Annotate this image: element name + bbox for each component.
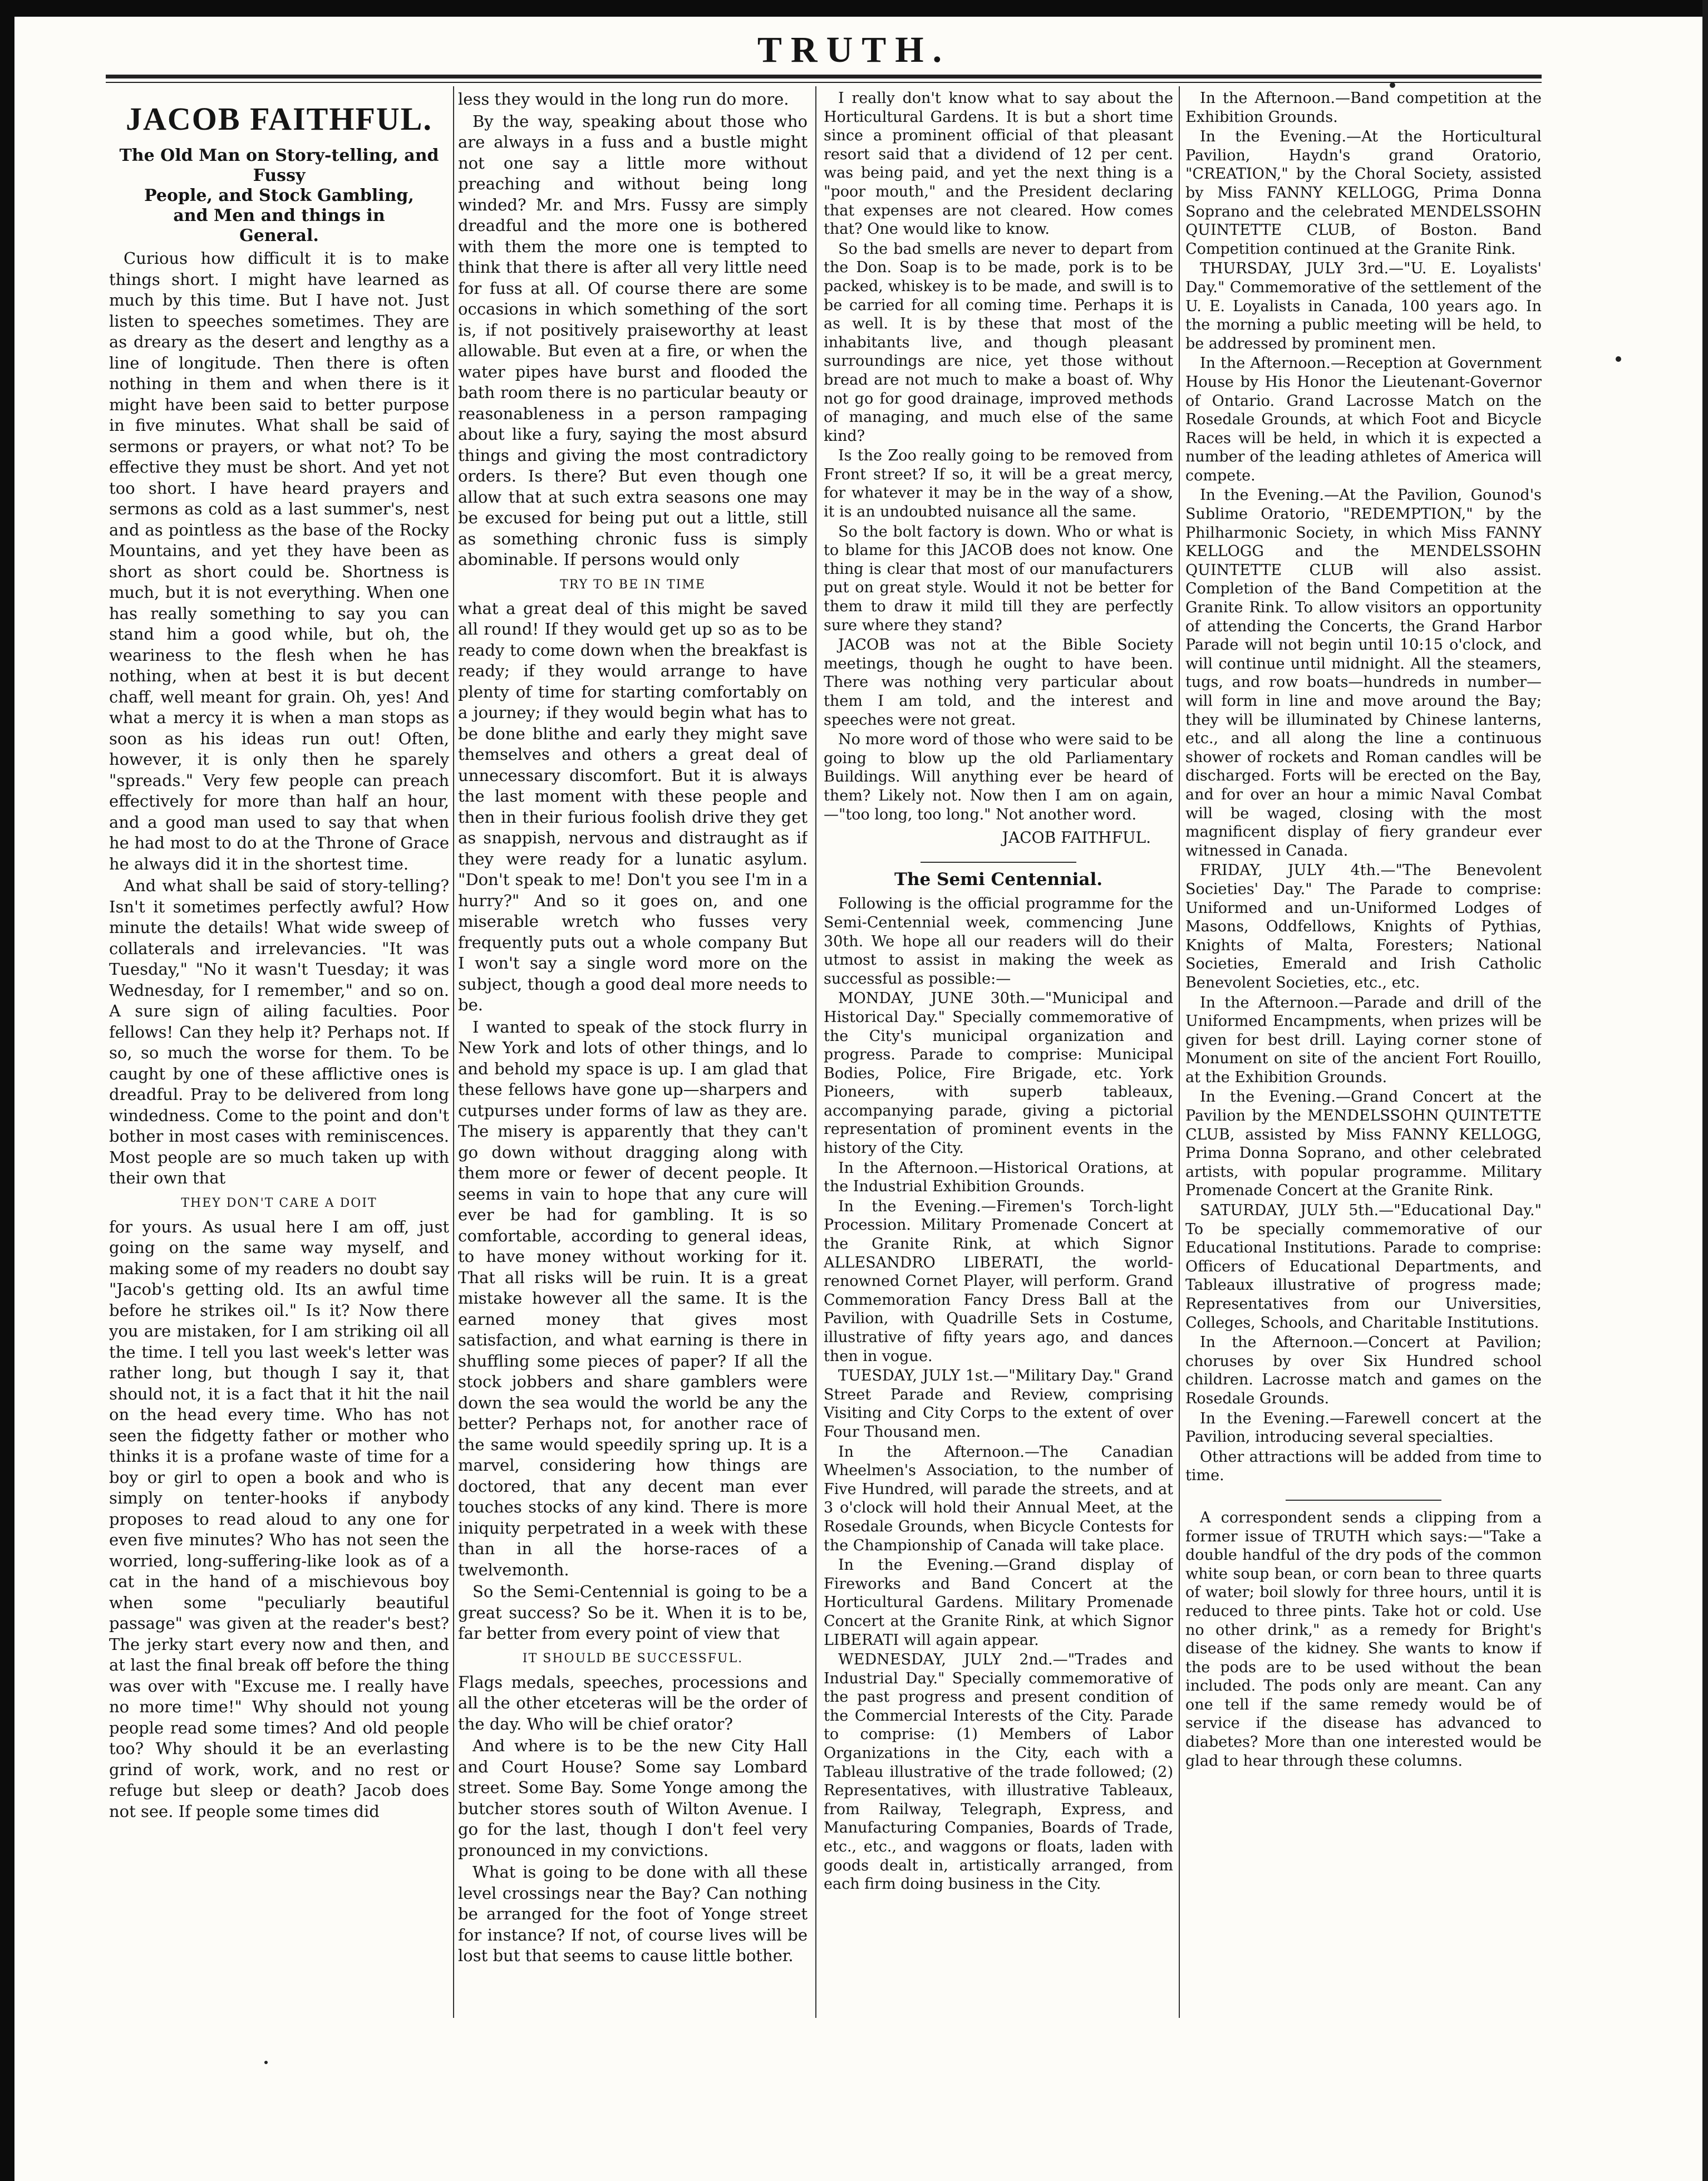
paragraph: In the Evening.—At the Horticultural Pavilion, Haydn's grand Oratorio, "CREATION," by the Choral Society, assisted by Miss FANNY KELLOGG, Prima Donna Soprano and the celebrated MENDELSSOHN QUINTETTE CLUB, of Boston. Band Competition continued at the Granite Rink. — [1185, 128, 1542, 258]
paragraph: Other attractions will be added from time to time. — [1185, 1448, 1542, 1485]
paragraph: In the Afternoon.—Band competition at the Exhibition Grounds. — [1185, 90, 1542, 126]
paragraph: In the Afternoon.—Parade and drill of the Uniformed Encampments, when prizes will be given for best drill. Laying corner stone of Monument on site of the ancient Fort Rouillo, at the Exhibition Grounds. — [1185, 994, 1542, 1086]
column-4 — [1185, 89, 1542, 1837]
paragraph: less they would in the long run do more. — [458, 90, 789, 109]
signature: JACOB FAITHFUL. — [1002, 828, 1151, 847]
paragraph: So the bad smells are never to depart from the Don. Soap is to be made, pork is to be packed, whiskey is to be made, and swill is to be carried for all coming time. Perhaps it is as well. It is by these that most of the inhabitants live, and though pleasant surroundings are nice, yet those without bread are not much to make a boast of. Why not go for good drainage, improved methods of managing, and much else of the same kind? — [824, 240, 1173, 445]
paragraph: I really don't know what to say about the Horticultural Gardens. It is but a short time since a prominent official of that pleasant resort said that a dividend of 12 per cent. was being paid, and yet the next thing is a "poor mouth," and the President declaring that expenses are not cleared. How comes that? One would like to know. — [824, 90, 1173, 238]
article-title: The Semi Centennial. — [894, 869, 1103, 890]
paragraph: for yours. As usual here I am off, just going on the same way myself, and making some of my readers no doubt say "Jacob's getting old. Its an awful time before he strikes oil." Is it? Now there you are mistaken, for I am striking oil all the time. I tell you last week's letter was rather long, but though I say it, that should not, it is a fact that it hit the nail on the head every time. Who has not seen the fidgetty father or mother who thinks it is a profane waste of time for a boy or girl to open a book and who is simply on tenter-hooks if anybody proposes to read aloud to any one for even five minutes? Who has not seen the worried, long-suffering-like look as of a cat in the hand of a mischievous boy when some "peculiarly beautiful passage" was given at the reader's best? The jerky start every now and then, and at last the final break off before the thing was over with "Excuse me. I really have no more time!" Why should not young people read some times? And old people too? Why should it be an everlasting grind of work, work, and no rest or refuge but sleep or death? Jacob does not see. If people some times did — [109, 1217, 449, 1821]
article-headline: JACOB FAITHFUL. — [126, 101, 432, 137]
subhead-line: People, and Stock Gambling, — [144, 186, 414, 205]
paragraph: In the Evening.—Firemen's Torch-light Procession. Military Promenade Concert at the Granite Rink, at which Signor ALLESANDRO LIBERATI, the world-renowned Cornet Player, will perform. Grand Commemoration Fancy Dress Ball at the Pavilion, with Quadrille Sets in Costume, illustrative of fifty years ago, and dances then in vogue. — [824, 1197, 1173, 1365]
column-rule — [453, 86, 454, 2018]
paragraph: And what shall be said of story-telling? Isn't it sometimes perfectly awful? How minute the details! What wide sweep of collaterals and irrelevancies. "It was Tuesday," "No it wasn't Tuesday; it was Wednesday, for I remember," and so on. A sure sign of ailing faculties. Poor fellows! Can they help it? Perhaps not. If so, so much the worse for them. To be caught by one of these afflictive ones is dreadful. Pray to be delivered from long windedness. Come to the point and don't bother in most cases with reminiscences. Most people are so much taken up with their own that — [109, 876, 449, 1187]
paragraph: No more word of those who were said to be going to blow up the old Parliamentary Buildings. Will anything ever be heard of them? Likely not. Now then I am on again,—"too long, too long." Not another word. — [824, 731, 1173, 823]
paragraph: JACOB was not at the Bible Society meetings, though he ought to have been. There was nothing very particular about them I am told, and the interest and speeches were not great. — [824, 636, 1173, 729]
paragraph: In the Afternoon.—Concert at Pavilion; choruses by over Six Hundred school children. Lacrosse match and games on the Rosedale Grounds. — [1185, 1334, 1542, 1407]
paragraph: TUESDAY, JULY 1st.—"Military Day." Grand Street Parade and Review, comprising Visiting and City Corps to the extent of over Four Thousand men. — [824, 1367, 1173, 1441]
paragraph: Curious how difficult it is to make things short. I might have learned as much by this time. But I have not. Just listen to speeches sometimes. They are as dreary as the desert and lengthy as a line of longitude. Then there is often nothing in them and when there is it might have been said to better purpose in five minutes. What shall be said of sermons or prayers, or what not? To be effective they must be short. And yet not too short. I have heard prayers and sermons as cold as a last summer's, nest and as pointless as the base of the Rocky Mountains, and yet they have been as short as short could be. Shortness is much, but it is not everything. When one has really something to say you can stand him a good while, but oh, the weariness to the flesh when he has nothing, when at best it is but decent chaff, well meant for grain. Oh, yes! And what a mercy it is when a man stops as soon as his ideas run out! Often, however, it is only then he sparely "spreads." Very few people can preach effectively for more than half an hour, and a good man used to say that when he had most to do at the Throne of Grace he always did it in the shortest time. — [109, 249, 449, 873]
paragraph: In the Evening.—Grand Concert at the Pavilion by the MENDELSSOHN QUINTETTE CLUB, assisted by Miss FANNY KELLOGG, Prima Donna Soprano, and other celebrated artists, with popular programme. Military Promenade Concert at the Granite Rink. — [1185, 1088, 1542, 1200]
article-divider — [1286, 1500, 1441, 1501]
paragraph: In the Evening.—At the Pavilion, Gounod's Sublime Oratorio, "REDEMPTION," by the Philharmonic Society, in which Miss FANNY KELLOGG and the MENDELSSOHN QUINTETTE CLUB will also assist. Completion of the Band Competition at the Granite Rink. To allow visitors an opportunity of attending the Concerts, the Grand Harbor Parade will not begin until 10:15 o'clock, and will continue until midnight. All the steamers, tugs, and row boats—hundreds in number—will form in line and move around the Bay; they will be illuminated by Chinese lanterns, etc., and all along the line a continuous shower of rockets and Roman candles will be discharged. Forts will be erected on the Bay, and for over an hour a mimic Naval Combat will be waged, closing with the most magnificent display of fiery grandeur ever witnessed in Canada. — [1185, 487, 1542, 859]
paragraph: What is going to be done with all these level crossings near the Bay? Can nothing be arranged for the foot of Yonge street for instance? If not, of course lives will be lost but that seems to cause little bother. — [458, 1863, 808, 1965]
column-2 — [458, 89, 808, 2015]
paragraph: WEDNESDAY, JULY 2nd.—"Trades and Industrial Day." Specially commemorative of the past progress and present condition of the Commercial Interests of the City. Parade to comprise: (1) Members of Labor Organizations in the City, each with a Tableau illustrative of the trade followed; (2) Representatives, with illustrative Tableaux, from Railway, Telegraph, Express, and Manufacturing Companies, Boards of Trade, etc., etc., and waggons or floats, laden with goods dealt in, artistically arranged, from each firm doing business in the City. — [824, 1651, 1173, 1893]
subhead-line: and Men and things in — [173, 206, 385, 225]
paragraph: In the Afternoon.—Reception at Government House by His Honor the Lieutenant-Governor of Ontario. Grand Lacrosse Match on the Rosedale Grounds, at which Foot and Bicycle Races will be held, in which it is expected a number of the leading athletes of America will compete. — [1185, 355, 1542, 484]
masthead: TRUTH. — [757, 30, 951, 70]
scan-edge-top — [0, 0, 1708, 17]
paragraph: In the Evening.—Farewell concert at the Pavilion, introducing several specialties. — [1185, 1409, 1542, 1446]
subhead-line: General. — [239, 226, 319, 245]
paragraph: In the Afternoon.—The Canadian Wheelmen's Association, to the number of Five Hundred, will parade the streets, and at 3 o'clock will hold their Annual Meet, at the Rosedale Grounds, when Bicycle Contests for the Championship of Canada will take place. — [824, 1443, 1173, 1554]
article-divider — [921, 862, 1076, 863]
masthead-rule-thin — [106, 82, 1542, 83]
column-rule — [1179, 86, 1180, 2018]
paragraph: In the Afternoon.—Historical Orations, at the Industrial Exhibition Grounds. — [824, 1159, 1173, 1196]
paragraph: So the bolt factory is down. Who or what is to blame for this JACOB does not know. One thing is clear that most of our manufacturers put on great style. Would it not be better for them to draw it mild till they are perfectly sure where they stand? — [824, 523, 1173, 634]
article-subhead — [109, 146, 449, 246]
ink-speck — [1390, 82, 1395, 88]
paragraph: And where is to be the new City Hall and Court House? Some say Lombard street. Some Bay. Some Yonge among the butcher stores south of Wilton Avenue. I go for the last, though I don't feel very pronounced in my convictions. — [458, 1736, 808, 1860]
ink-speck — [264, 2061, 268, 2064]
masthead-rule — [106, 75, 1542, 78]
column-1 — [109, 89, 449, 2015]
scan-edge-left — [0, 0, 14, 2181]
paragraph: A correspondent sends a clipping from a former issue of TRUTH which says:—"Take a double handful of the dry pods of the common white soup bean, or corn bean to three quarts of water; boil slowly for three hours, until it is reduced to three pints. Take hot or cold. Use no other drink," as a remedy for Bright's disease of the kidney. She wants to know if the pods are to be used without the bean included. The pods only are meant. Can any one tell if the same remedy would be of service if the disease has advanced to diabetes? More than one interested would be glad to hear through these columns. — [1185, 1509, 1542, 1770]
paragraph: In the Evening.—Grand display of Fireworks and Band Concert at the Horticultural Gardens. Military Promenade Concert at the Granite Rink, at which Signor LIBERATI will again appear. — [824, 1556, 1173, 1649]
paragraph: By the way, speaking about those who are always in a fuss and a bustle might not one say a little more without preaching and without being long winded? Mr. and Mrs. Fussy are simply dreadful and the more one is bothered with them the more one is tempted to think that there is after all very little need for fuss at all. Of course there are some occasions in which something of the sort is, if not positively praiseworthy at least allowable. But even at a fire, or when the water pipes have burst and flooded the bath room there is no particular beauty or reasonableness in a person rampaging about like a fury, saying the most absurd things and giving the most contradictory orders. Is there? But even though one allow that at such extra seasons one may be excused for being put out a little, still as something chronic fuss is simply abominable. If persons would only — [458, 111, 808, 569]
paragraph: THURSDAY, JULY 3rd.—"U. E. Loyalists' Day." Commemorative of the settlement of the U. E. Loyalists in Canada, 100 years ago. In the morning a public meeting will be held, to be addressed by prominent men. — [1185, 260, 1542, 352]
ink-speck — [1616, 356, 1621, 362]
paragraph: MONDAY, JUNE 30th.—"Municipal and Historical Day." Specially commemorative of the City's municipal organization and progress. Parade to comprise: Municipal Bodies, Police, Fire Brigade, etc. York Pioneers, with superb tableaux, accompanying parade, giving a pictorial representation of prominent events in the history of the City. — [824, 990, 1173, 1157]
section-subheading: THEY DON'T CARE A DOIT — [181, 1196, 377, 1210]
paragraph: So the Semi-Centennial is going to be a great success? So be it. When it is to be, far better from every point of view that — [458, 1582, 808, 1643]
paragraph: Following is the official programme for the Semi-Centennial week, commencing June 30th. We hope all our readers will do their utmost to assist in making the week as successful as possible:— — [824, 895, 1173, 988]
section-subheading: TRY TO BE IN TIME — [560, 577, 706, 592]
paragraph: Is the Zoo really going to be removed from Front street? If so, it will be a great mercy, for whatever it may be in the way of a show, it is an undoubted nuisance all the same. — [824, 447, 1173, 521]
paragraph: Flags medals, speeches, processions and all the other etceteras will be the order of the day. Who will be chief orator? — [458, 1672, 808, 1733]
column-3 — [824, 89, 1173, 2021]
scan-edge-right — [1702, 0, 1708, 2181]
paragraph: SATURDAY, JULY 5th.—"Educational Day." To be specially commemorative of our Educational Institutions. Parade to comprise: Officers of Educational Departments, and Tableaux illustrative of progress made; Representatives from our Universities, Colleges, Schools, and Charitable Institutions. — [1185, 1202, 1542, 1332]
column-rule — [815, 86, 816, 2018]
paragraph: what a great deal of this might be saved all round! If they would get up so as to be ready to come down when the breakfast is ready; if they would arrange to have plenty of time for starting comfortably on a journey; if they would begin what has to be done blithe and early they might save themselves and others a great deal of unnecessary discomfort. But it is always the last moment with these people and then in their furious foolish drive they get as snappish, nervous and distraught as if they were ready for a lunatic asylum. "Don't speak to me! Don't you see I'm in a hurry?" And so it goes on, and one miserable wretch who fusses very frequently puts out a whole company But I won't say a single word more on the subject, though a good deal more needs to be. — [458, 598, 808, 1014]
paragraph: I wanted to speak of the stock flurry in New York and lots of other things, and lo and behold my space is up. I am glad that these fellows have gone up—sharpers and cutpurses under forms of law as they are. The misery is apparently that they can't go down without dragging along with them more or fewer of decent people. It seems in vain to hope that any cure will ever be had for gambling. It is so comfortable, according to general ideas, to have money without working for it. That all risks will be ruin. It is a great mistake however all the same. It is the earned money that gives most satisfaction, and what earning is there in shuffling some pieces of paper? If all the stock jobbers and share gamblers were down the sea would the world be any the better? Perhaps not, for another race of the same would speedily spring up. It is a marvel, considering how things are doctored, that any decent man ever touches stocks of any kind. There is more iniquity perpetrated in a week with these than in all the horse-races of a twelvemonth. — [458, 1017, 808, 1579]
section-subheading: IT SHOULD BE SUCCESSFUL. — [522, 1651, 744, 1666]
paragraph: FRIDAY, JULY 4th.—"The Benevolent Societies' Day." The Parade to comprise: Uniformed and un-Uniformed Lodges of Masons, Oddfellows, Knights of Pythias, Knights of Malta, Foresters; National Societies, Emerald and Irish Catholic Benevolent Societies, etc., etc. — [1185, 862, 1542, 991]
subhead-line: The Old Man on Story-telling, and Fussy — [119, 146, 439, 185]
